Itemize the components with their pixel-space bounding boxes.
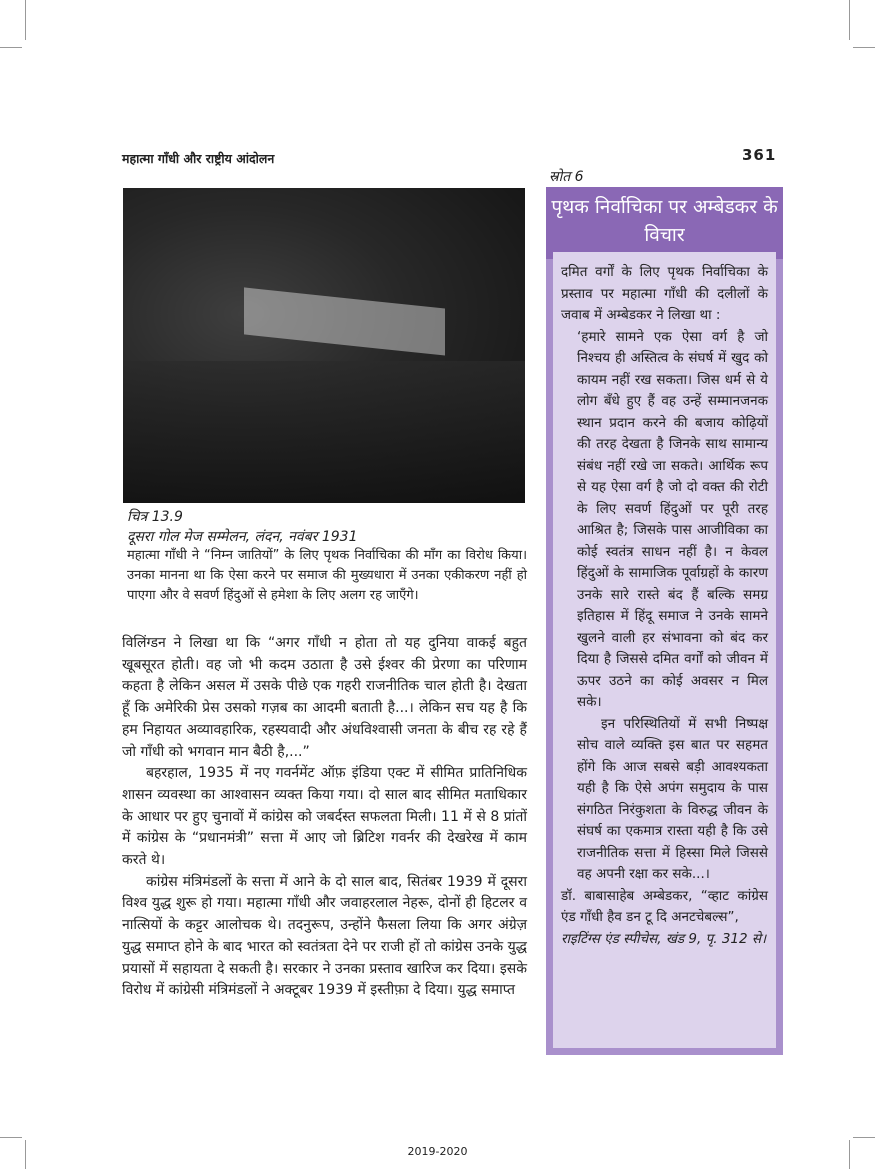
paragraph: विलिंग्डन ने लिखा था कि “अगर गाँधी न होता तो यह दुनिया वाकई बहुत खूबसूरत होती। वह जो भी कदम उठाता है उसे ईश्वर की प्रेरणा का परिणाम कहता है लेकिन असल में उसके पीछे एक गहरी राजनीतिक चाल होती है। देखता हूँ कि अमेरिकी प्रेस उसको गज़ब का आदमी बताती है...। लेकिन सच यह है कि हम निहायत अव्यावहारिक, रहस्यवादी और अंधविश्वासी जनता के बीच रह रहे हैं जो गाँधी को भगवान मान बैठी है,...”: [122, 635, 527, 760]
source-label: स्रोत 6: [549, 169, 584, 185]
crop-mark: [853, 1137, 875, 1138]
historical-photo: [123, 188, 525, 503]
source-quote: ‘हमारे सामने एक ऐसा वर्ग है जो निश्चय ही अस्तित्व के संघर्ष में खुद को कायम नहीं रख सकता। जिस धर्म से ये लोग बँधे हुए हैं वह उन्हें सम्मानजनक स्थान प्रदान करने की बजाय कोढ़ियों की तरह देखता है जिनके साथ सामान्य संबंध नहीं रखे जा सकते। आर्थिक रूप से यह ऐसा वर्ग है जो दो वक्त की रोटी के लिए सवर्ण हिंदुओं पर पूरी तरह आश्रित है; जिसके पास आजीविका का कोई स्वतंत्र साधन नहीं है। न केवल हिंदुओं के सामाजिक पूर्वाग्रहों के कारण उनके सारे रास्ते बंद हैं बल्कि समग्र इतिहास में हिंदू समाज ने उनके सामने खुलने वाली हर संभावना को बंद कर दिया है जिससे दमित वर्गों को जीवन में ऊपर उठने का कोई अवसर न मिल सके।: [577, 328, 768, 710]
page-number: 361: [742, 146, 777, 164]
paragraph: बहरहाल, 1935 में नए गवर्नमेंट ऑफ़ इंडिया एक्ट में सीमित प्रातिनिधिक शासन व्यवस्था का आश्वासन व्यक्त किया गया। दो साल बाद सीमित मताधिकार के आधार पर हुए चुनावों में कांग्रेस को जबर्दस्त सफलता मिली। 11 में से 8 प्रांतों में कांग्रेस के “प्रधानमंत्री” सत्ता में आए जो ब्रिटिश गवर्नर की देखरेख में काम करते थे।: [122, 765, 527, 869]
main-text: [122, 633, 527, 1002]
source-title: पृथक निर्वाचिका पर अम्बेडकर के विचार: [546, 187, 783, 259]
figure-label: चित्र 13.9: [127, 509, 183, 525]
crop-mark: [853, 47, 875, 48]
crop-mark: [25, 0, 26, 40]
running-header: महात्मा गाँधी और राष्ट्रीय आंदोलन: [122, 151, 275, 166]
crop-mark: [0, 1137, 22, 1138]
source-citation-work: राइटिंग्स एंड स्पीचेस, खंड 9, पृ. 312 से।: [561, 930, 767, 947]
crop-mark: [0, 47, 22, 48]
source-body: [553, 252, 776, 1048]
crop-mark: [849, 0, 850, 40]
figure-caption: महात्मा गाँधी ने “निम्न जातियों” के लिए पृथक निर्वाचिका की माँग का विरोध किया। उनका मानना था कि ऐसा करने पर समाज की मुख्यधारा में उनका एकीकरण नहीं हो पाएगा और वे सवर्ण हिंदुओं से हमेशा के लिए अलग रह जाएँगे।: [127, 548, 527, 603]
paragraph: कांग्रेस मंत्रिमंडलों के सत्ता में आने के दो साल बाद, सितंबर 1939 में दूसरा विश्व युद्ध शुरू हो गया। महात्मा गाँधी और जवाहरलाल नेहरू, दोनों ही हिटलर व नात्सियों के कट्टर आलोचक थे। तदनुरूप, उन्होंने फैसला लिया कि अगर अंग्रेज़ युद्ध समाप्त होने के बाद भारत को स्वतंत्रता देने पर राजी हों तो कांग्रेस उनके युद्ध प्रयासों में सहायता दे सकती है। सरकार ने उनका प्रस्ताव खारिज कर दिया। इसके विरोध में कांग्रेसी मंत्रिमंडलों ने अक्टूबर 1939 में इस्तीफ़ा दे दिया। युद्ध समाप्त: [122, 873, 527, 999]
source-intro: दमित वर्गों के लिए पृथक निर्वाचिका के प्रस्ताव पर महात्मा गाँधी की दलीलों के जवाब में अम्बेडकर ने लिखा था :: [561, 264, 768, 323]
figure-subtitle: दूसरा गोल मेज सम्मेलन, लंदन, नवंबर 1931: [127, 529, 358, 545]
footer-year: 2019-2020: [407, 1145, 468, 1158]
source-citation: डॉ. बाबासाहेब अम्बेडकर, “व्हाट कांग्रेस एंड गाँधी हैव डन टू दि अनटचेबल्स”,: [561, 887, 768, 925]
source-box: [546, 187, 783, 1055]
source-quote: इन परिस्थितियों में सभी निष्पक्ष सोच वाले व्यक्ति इस बात पर सहमत होंगे कि आज सबसे बड़ी आवश्यकता यही है कि ऐसे अपंग समुदाय के पास संगठित निरंकुशता के विरुद्ध जीवन के संघर्ष का एकमात्र रास्ता यही है कि उसे राजनीतिक सत्ता में हिस्सा मिले जिससे वह अपनी रक्षा कर सके...।: [577, 715, 768, 882]
